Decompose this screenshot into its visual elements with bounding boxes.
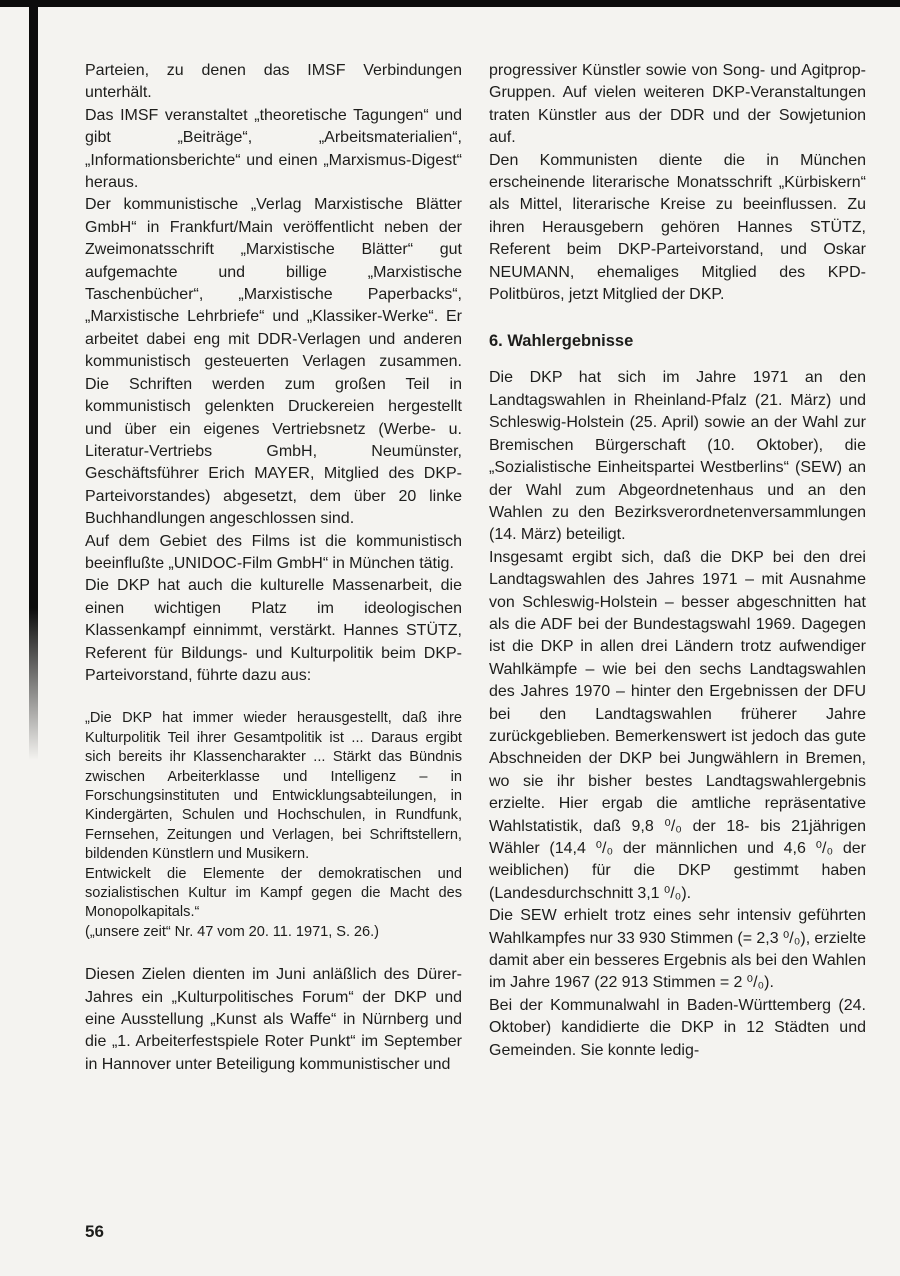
paragraph: Den Kommunisten diente die in München erscheinende literarische Monatsschrift „Kürbiskern“ als Mittel, literarische Kreise zu beeinflussen. Zu ihren Herausgebern gehören Hannes STÜTZ, Referent beim DKP-Parteivorstand, und Oskar NEUMANN, ehemaliges Mitglied des KPD-Politbüros, jetzt Mitglied der DKP.: [489, 151, 866, 304]
right-column: [489, 60, 866, 1076]
section-heading-wahlergebnisse: 6. Wahlergebnisse: [489, 332, 634, 351]
page-number: 56: [85, 1222, 104, 1241]
quotation-paragraph: „Die DKP hat immer wieder herausgestellt, daß ihre Kulturpolitik Teil ihrer Gesamtpolitik ist ... Daraus ergibt sich bereits ihr Klassencharakter ... Stärkt das Bündnis zwischen Arbeiterklasse und Intelligenz – in Forschungsinstituten und Entwicklungsabteilungen, in Kindergärten, Schulen und Hochschulen, in Rundfunk, Fernsehen, Zeitungen und Verlagen, bei Schriftstellern, bildenden Künstlern und Musikern.: [85, 710, 462, 863]
paragraph: Die SEW erhielt trotz eines sehr intensiv geführten Wahlkampfes nur 33 930 Stimmen (= 2,3 ⁰/₀), erzielte damit aber ein besseres Ergebnis als bei den Wahlen im Jahre 1967 (22 913 Stimmen = 2 ⁰/₀).: [489, 907, 866, 992]
paragraph: Diesen Zielen dienten im Juni anläßlich des Dürer-Jahres ein „Kulturpolitisches Forum“ der DKP und eine Ausstellung „Kunst als Waffe“ in Nürnberg und die „1. Arbeiterfestspiele Roter Punkt“ im September in Hannover unter Beteiligung kommunistischer und: [85, 966, 462, 1073]
paragraph: Insgesamt ergibt sich, daß die DKP bei den drei Landtagswahlen des Jahres 1971 – mit Ausnahme von Schleswig-Holstein – besser abgeschnitten hat als die ADF bei der Bundestagswahl 1969. Dagegen ist die DKP in allen drei Ländern trotz aufwendiger Wahlkämpfe – wie bei den sechs Landtagswahlen des Jahres 1970 – hinter den Ergebnissen der DFU bei den Landtagswahlen früherer Jahre zurückgeblieben. Bemerkenswert ist jedoch das gute Abschneiden der DKP bei Jungwählern in Bremen, wo sie ihr bisher bestes Landtagswahlergebnis erzielte. Hier ergab die amtliche repräsentative Wahlstatistik, daß 9,8 ⁰/₀ der 18- bis 21jährigen Wähler (14,4 ⁰/₀ der männlichen und 4,6 ⁰/₀ der weiblichen) für die DKP gestimmt haben (Landesdurchschnitt 3,1 ⁰/₀).: [489, 548, 866, 902]
paragraph: Die DKP hat auch die kulturelle Massenarbeit, die einen wichtigen Platz im ideologischen Klassenkampf einnimmt, verstärkt. Hannes STÜTZ, Referent für Bildungs- und Kulturpolitik beim DKP-Parteivorstand, führte dazu aus:: [85, 577, 462, 684]
scan-artifact-left-edge: [29, 0, 38, 760]
scan-artifact-top-edge: [0, 0, 900, 7]
left-column: [85, 60, 462, 1076]
page-content: [85, 60, 866, 1076]
paragraph: Die DKP hat sich im Jahre 1971 an den Landtagswahlen in Rheinland-Pfalz (21. März) und Schleswig-Holstein (25. April) sowie an der Wahl zur Bremischen Bürgerschaft (10. Oktober), die „Sozialistische Einheitspartei Westberlins“ (SEW) an der Wahl zum Abgeordnetenhaus und an den Wahlen zu den Bezirksverordnetenversammlungen (14. März) beteiligt.: [489, 369, 866, 544]
paragraph: Bei der Kommunalwahl in Baden-Württemberg (24. Oktober) kandidierte die DKP in 12 Städten und Gemeinden. Sie konnte ledig-: [489, 996, 866, 1059]
paragraph: progressiver Künstler sowie von Song- und Agitprop-Gruppen. Auf vielen weiteren DKP-Veranstaltungen traten Künstler aus der DDR und der Sowjetunion auf.: [489, 62, 866, 147]
paragraph: Der kommunistische „Verlag Marxistische Blätter GmbH“ in Frankfurt/Main veröffentlicht neben der Zweimonatsschrift „Marxistische Blätter“ gut aufgemachte und billige „Marxistische Taschenbücher“, „Marxistische Paperbacks“, „Marxistische Lehrbriefe“ und „Klassiker-Werke“. Er arbeitet dabei eng mit DDR-Verlagen und anderen kommunistisch gesteuerten Verlagen zusammen. Die Schriften werden zum großen Teil in kommunistisch gelenkten Druckereien hergestellt und über ein eigenes Vertriebsnetz (Werbe- u. Literatur-Vertriebs GmbH, Neumünster, Geschäftsführer Erich MAYER, Mitglied des DKP-Parteivorstandes) abgesetzt, dem über 20 linke Buchhandlungen angeschlossen sind.: [85, 196, 462, 528]
paragraph: Parteien, zu denen das IMSF Verbindungen unterhält.: [85, 62, 462, 102]
paragraph: Das IMSF veranstaltet „theoretische Tagungen“ und gibt „Beiträge“, „Arbeitsmaterialien“, „Informationsberichte“ und einen „Marxismus-Digest“ heraus.: [85, 106, 462, 192]
quotation-paragraph: Entwickelt die Elemente der demokratischen und sozialistischen Kultur im Kampf gegen die Macht des Monopolkapitals.“: [85, 865, 462, 921]
quotation-source: („unsere zeit“ Nr. 47 vom 20. 11. 1971, S. 26.): [85, 923, 380, 940]
paragraph: Auf dem Gebiet des Films ist die kommunistisch beeinflußte „UNIDOC-Film GmbH“ in München tätig.: [85, 532, 462, 572]
